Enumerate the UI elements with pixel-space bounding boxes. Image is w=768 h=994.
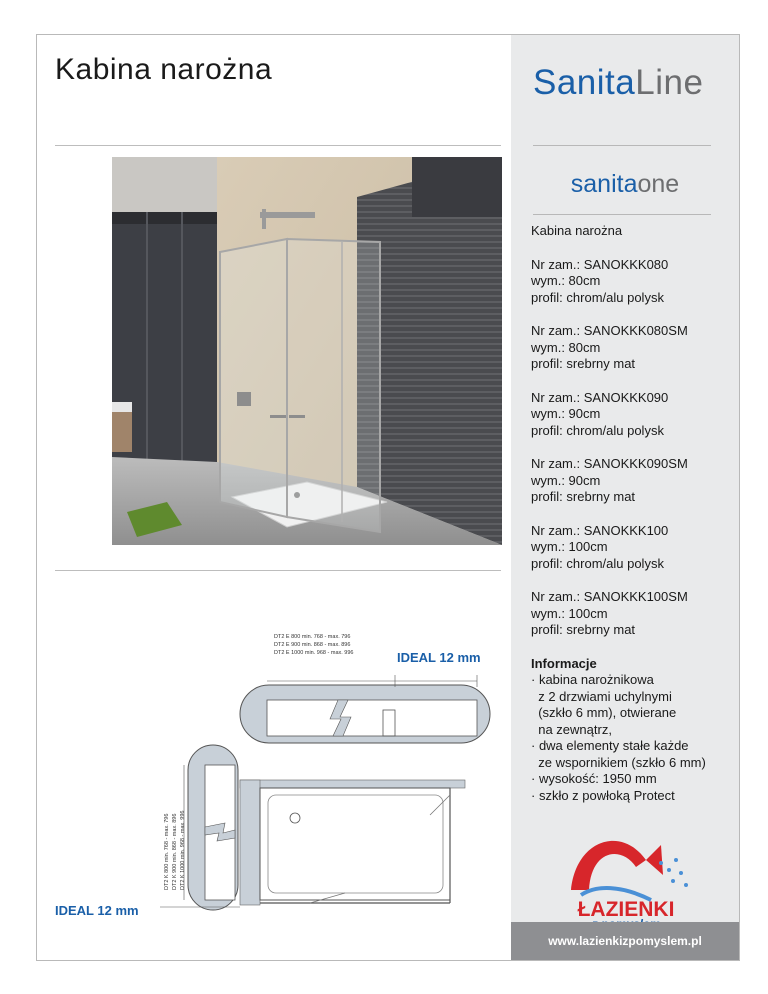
size: wym.: 80cm bbox=[531, 273, 601, 288]
profile: profil: chrom/alu polysk bbox=[531, 289, 664, 305]
dims-left-text bbox=[164, 811, 186, 890]
sidebar-heading: Kabina narożna bbox=[531, 223, 623, 238]
info-line: (szkło 6 mm), otwierane bbox=[531, 705, 677, 720]
shower-photo-illustration bbox=[112, 157, 502, 545]
info-line: · kabina narożnikowa bbox=[531, 672, 654, 687]
product-specs bbox=[531, 223, 736, 804]
info-title: Informacje bbox=[531, 655, 597, 671]
brand-logo-part1: Sanita bbox=[533, 63, 636, 102]
order-number: Nr zam.: SANOKKK090SM bbox=[531, 456, 688, 471]
product-entry bbox=[531, 589, 736, 639]
page-title: Kabina narożna bbox=[55, 53, 273, 86]
size: wym.: 80cm bbox=[531, 339, 601, 355]
profile: profil: srebrny mat bbox=[531, 622, 636, 637]
profile: profil: srebrny mat bbox=[531, 356, 636, 371]
floor-plan-drawing bbox=[55, 615, 505, 915]
dim-left-3: DT2 K 1000 min. 968 - max. 996 bbox=[180, 810, 186, 890]
title-divider bbox=[55, 145, 501, 146]
size: wym.: 90cm bbox=[531, 472, 601, 488]
size: wym.: 90cm bbox=[531, 406, 601, 421]
product-entry bbox=[531, 323, 736, 373]
dim-left-2: DT2 K 900 min. 868 - max. 896 bbox=[172, 813, 178, 890]
product-line-part1: sanita bbox=[570, 170, 638, 198]
product-line-logo bbox=[511, 170, 739, 199]
dim-top-2: DT2 E 900 min. 868 - max. 896 bbox=[274, 642, 351, 648]
sidebar bbox=[511, 35, 739, 960]
ideal-label-top: IDEAL 12 mm bbox=[397, 650, 481, 665]
brand-logo bbox=[533, 63, 703, 103]
product-line-part2: one bbox=[637, 170, 680, 198]
dim-left-1: DT2 K 800 min. 768 - max. 796 bbox=[164, 813, 170, 890]
info-line: na zewnątrz, bbox=[531, 721, 612, 737]
order-number: Nr zam.: SANOKKK100 bbox=[531, 522, 669, 538]
profile: profil: chrom/alu polysk bbox=[531, 555, 664, 571]
footer-url[interactable]: www.lazienkizpomyslem.pl bbox=[511, 922, 739, 960]
order-number: Nr zam.: SANOKKK080 bbox=[531, 256, 669, 272]
photo-divider bbox=[55, 570, 501, 571]
technical-diagram bbox=[55, 615, 505, 915]
info-line: ze wspornikiem (szkło 6 mm) bbox=[531, 754, 706, 770]
ideal-label-left: IDEAL 12 mm bbox=[55, 903, 139, 915]
dim-top-1: DT2 E 800 min. 768 - max. 796 bbox=[274, 634, 351, 640]
info-section bbox=[531, 656, 736, 805]
sidebar-divider-1 bbox=[533, 145, 711, 146]
product-photo bbox=[112, 157, 502, 545]
catalog-sheet bbox=[36, 34, 740, 961]
lazienki-logo-icon bbox=[551, 815, 701, 930]
order-number: Nr zam.: SANOKKK100SM bbox=[531, 589, 688, 604]
product-entry bbox=[531, 456, 736, 506]
badge-title: ŁAZIENKI bbox=[577, 898, 675, 921]
info-line: z 2 drzwiami uchylnymi bbox=[531, 688, 672, 704]
product-entry bbox=[531, 257, 736, 307]
brand-logo-part2: Line bbox=[635, 63, 704, 102]
info-line: · wysokość: 1950 mm bbox=[531, 771, 657, 786]
profile: profil: srebrny mat bbox=[531, 489, 636, 504]
dims-top-text bbox=[274, 634, 353, 656]
lazienki-logo-badge bbox=[551, 815, 701, 930]
size: wym.: 100cm bbox=[531, 539, 608, 554]
size: wym.: 100cm bbox=[531, 605, 608, 621]
info-line: · dwa elementy stałe każde bbox=[531, 738, 689, 753]
dim-top-3: DT2 E 1000 min. 968 - max. 996 bbox=[274, 650, 354, 656]
order-number: Nr zam.: SANOKKK080SM bbox=[531, 323, 688, 338]
order-number: Nr zam.: SANOKKK090 bbox=[531, 389, 669, 405]
sidebar-divider-2 bbox=[533, 214, 711, 215]
product-entry bbox=[531, 390, 736, 440]
profile: profil: chrom/alu polysk bbox=[531, 422, 664, 438]
product-entry bbox=[531, 523, 736, 573]
info-line: · szkło z powłoką Protect bbox=[531, 787, 675, 803]
